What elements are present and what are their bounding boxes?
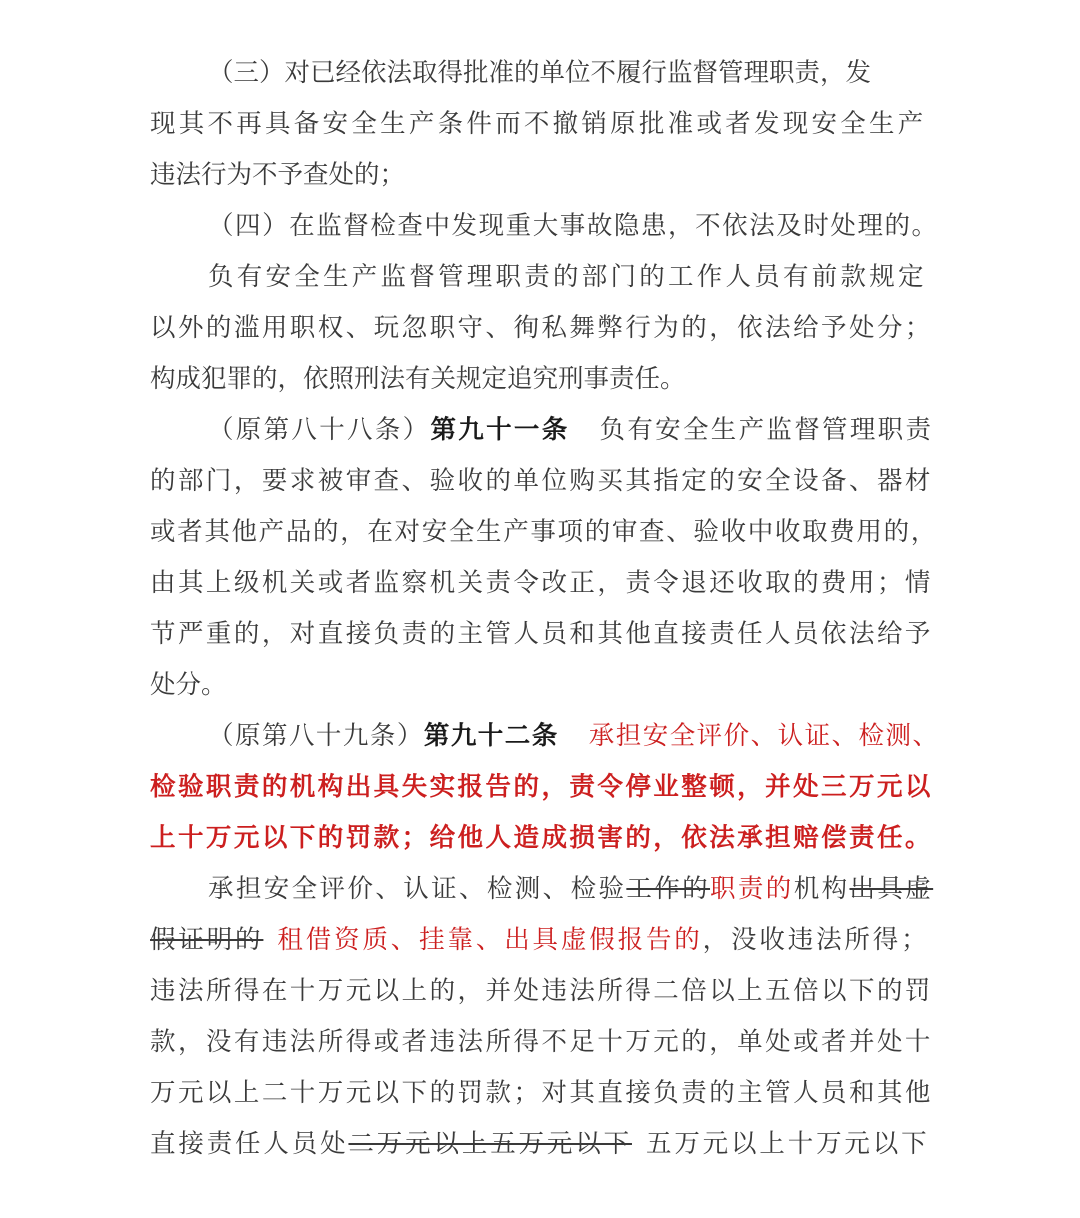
text-line: （四）在监督检查中发现重大事故隐患，不依法及时处理的。: [208, 211, 939, 241]
text-line: 节严重的，对直接负责的主管人员和其他直接责任人员依法给予: [150, 619, 933, 649]
text-line: 万元以上二十万元以下的罚款；对其直接负责的主管人员和其他: [150, 1078, 933, 1108]
amended-text-line: 上十万元以下的罚款；给他人造成损害的，依法承担赔偿责任。: [150, 823, 933, 853]
deleted-text: 假证明的: [150, 925, 264, 955]
inserted-text: 职责的: [710, 874, 794, 904]
original-article-number: （原第八十八条）: [208, 415, 431, 445]
original-article-number: （原第八十九条）: [208, 721, 424, 751]
article-91-heading: （原第八十八条）第九十一条 负有安全生产监督管理职责: [208, 415, 934, 445]
text-line: 假证明的 租借资质、挂靠、出具虚假报告的，没收违法所得；: [150, 925, 930, 955]
article-number: 第九十二条: [423, 721, 559, 751]
text-line: 由其上级机关或者监察机关责令改正，责令退还收取的费用；情: [150, 568, 933, 598]
text-line: （三）对已经依法取得批准的单位不履行监督管理职责，发: [208, 58, 872, 88]
text-line: 直接责任人员处二万元以上五万元以下 五万元以上十万元以下: [150, 1129, 930, 1159]
deleted-text: 出具虚: [849, 874, 934, 904]
text-line: 现其不再具备安全生产条件而不撤销原批准或者发现安全生产: [150, 109, 927, 139]
text-line: 或者其他产品的，在对安全生产事项的审查、验收中收取费用的，: [150, 517, 938, 547]
amended-text-line: 检验职责的机构出具失实报告的，责令停业整顿，并处三万元以: [150, 772, 933, 802]
inserted-text: 租借资质、挂靠、出具虚假报告的: [277, 925, 703, 955]
text-line: 构成犯罪的，依照刑法有关规定追究刑事责任。: [150, 364, 686, 394]
text-line: 违法行为不予查处的；: [150, 160, 406, 190]
amended-text: 承担安全评价、认证、检测、: [588, 721, 940, 751]
deleted-text: 工作的: [626, 874, 711, 904]
text-line: 违法所得在十万元以上的，并处违法所得二倍以上五倍以下的罚: [150, 976, 933, 1006]
text-line: 款，没有违法所得或者违法所得不足十万元的，单处或者并处十: [150, 1027, 933, 1057]
text-line: 处分。: [150, 670, 227, 700]
deleted-text: 二万元以上五万元以下: [348, 1129, 632, 1159]
text-line: 承担安全评价、认证、检测、检验工作的职责的机构出具虚: [208, 874, 934, 904]
inserted-text: 五万元以上十万元以下: [645, 1129, 930, 1159]
article-number: 第九十一条: [430, 415, 570, 445]
text-line: 负有安全生产监督管理职责的部门的工作人员有前款规定: [208, 262, 927, 292]
article-92-heading: [208, 711, 940, 761]
text-line: 的部门，要求被审查、验收的单位购买其指定的安全设备、器材: [150, 466, 933, 496]
text-line: 以外的滥用职权、玩忽职守、徇私舞弊行为的，依法给予处分；: [150, 313, 933, 343]
